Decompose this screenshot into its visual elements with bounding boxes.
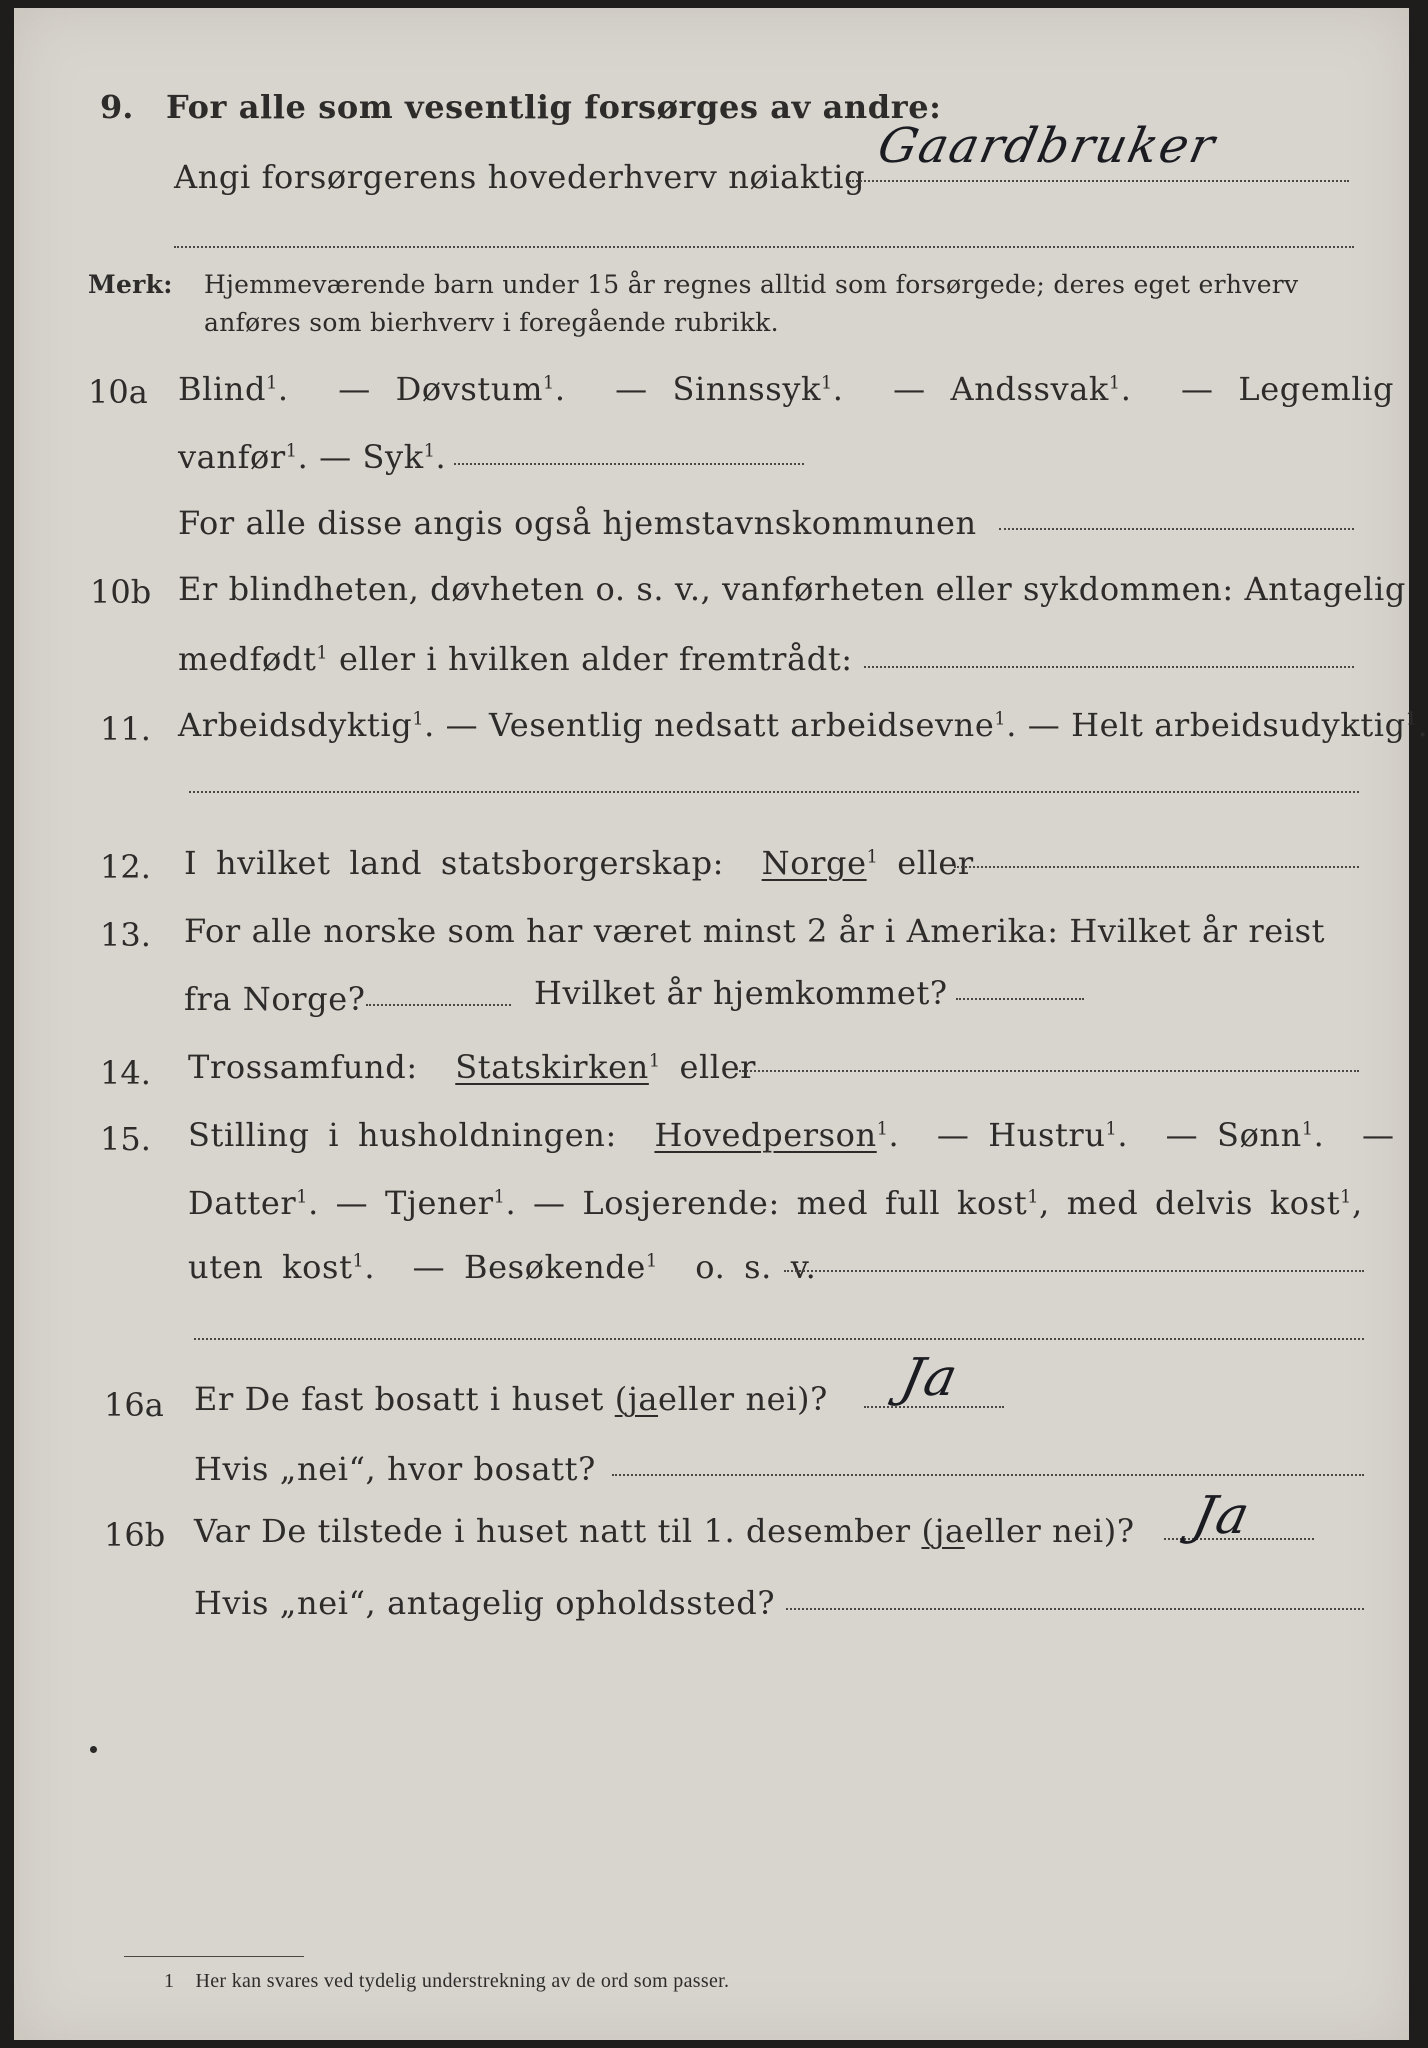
q13-line1: For alle norske som har været minst 2 år i Amerika: Hvilket år reist	[184, 912, 1326, 950]
q12-number: 12.	[100, 848, 151, 886]
q12-line: I hvilket land statsborgerskap: Norge$^1$ eller	[184, 844, 974, 882]
footnote-mark: 1	[164, 1970, 175, 1992]
q16b-number: 16b	[104, 1516, 166, 1554]
option-vanfor: vanfør	[178, 438, 286, 476]
q13-number: 13.	[100, 916, 151, 954]
q16a-eller-nei: eller nei)?	[658, 1380, 828, 1418]
q14-line: Trossamfund: Statskirken$^1$ eller	[188, 1048, 757, 1086]
q9-line1: For alle som vesentlig forsørges av andre:	[166, 88, 942, 126]
q15-answer-line-2	[194, 1338, 1364, 1340]
q12-text: I hvilket land statsborgerskap:	[184, 844, 725, 882]
option-sinnssyk: — Sinnssyk	[615, 370, 821, 408]
q10b-line2: medfødt$^1$ eller i hvilken alder fremtrådt:	[178, 640, 853, 678]
q11-number: 11.	[100, 710, 151, 748]
q14-eller: eller	[679, 1048, 757, 1086]
footnote-text: Her kan svares ved tydelig understrekning av de ord som passer.	[195, 1970, 730, 1992]
option-hovedperson-underlined: Hovedperson	[654, 1116, 877, 1154]
q16a-number: 16a	[104, 1386, 164, 1424]
option-blind: Blind	[178, 370, 267, 408]
footnote	[164, 1970, 729, 1993]
option-besokende: — Besøkende	[412, 1248, 646, 1286]
q11-line: Arbeidsdyktig$^1$. — Vesentlig nedsatt arbeidsevne$^1$. — Helt arbeidsudyktig$^1$.	[178, 706, 1428, 744]
q10a-hjemstavn-line	[999, 528, 1354, 530]
q16a-bosatt-line	[612, 1474, 1364, 1476]
q15-osv: o. s. v.	[695, 1248, 817, 1286]
q16a-line1	[194, 1380, 828, 1418]
footnote-rule	[124, 1956, 304, 1957]
option-syk: — Syk	[319, 438, 424, 476]
q14-text: Trossamfund:	[188, 1048, 418, 1086]
option-arbeidsdyktig: Arbeidsdyktig	[178, 706, 413, 744]
q10b-alder-text: eller i hvilken alder fremtrådt:	[339, 640, 853, 678]
q9-number: 9.	[100, 88, 134, 126]
q13-hjemkommet-label: Hvilket år hjemkommet?	[534, 974, 948, 1012]
q9-line2: Angi forsørgerens hovederhverv nøiaktig	[174, 158, 866, 196]
option-hustru: — Hustru	[936, 1116, 1106, 1154]
option-delvis-kost: , med delvis kost	[1039, 1184, 1341, 1222]
option-statskirken-underlined: Statskirken	[455, 1048, 649, 1086]
option-medfodt: medfødt	[178, 640, 317, 678]
q10b-line1: Er blindheten, døvheten o. s. v., vanførheten eller sykdommen: Antagelig	[178, 570, 1406, 608]
q16b-line1	[194, 1512, 1135, 1550]
q15-line1: Stilling i husholdningen: Hovedperson$^1$. — Hustru$^1$. — Sønn$^1$. —	[188, 1116, 1395, 1154]
q10a-line2: vanfør$^1$. — Syk$^1$.	[178, 438, 447, 476]
option-arbeidsudyktig: . — Helt arbeidsudyktig	[1006, 706, 1406, 744]
q15-comma: ,	[1351, 1184, 1363, 1222]
merk-line1: Hjemmeværende barn under 15 år regnes alltid som forsørgede; deres eget erhverv	[204, 270, 1299, 299]
q16a-text: Er De fast bosatt i huset	[194, 1380, 604, 1418]
q9-answer-line	[849, 180, 1349, 182]
option-andssvak: — Andssvak	[893, 370, 1109, 408]
q15-line2: Datter$^1$. — Tjener$^1$. — Losjerende: med full kost$^1$, med delvis kost$^1$,	[188, 1184, 1363, 1222]
q16a-line2: Hvis „nei“, hvor bosatt?	[194, 1450, 596, 1488]
option-tjener: — Tjener	[335, 1184, 494, 1222]
option-full-kost: — Losjerende: med full kost	[533, 1184, 1028, 1222]
q10a-answer-line	[454, 463, 804, 465]
q10a-line1: Blind$^1$. — Døvstum$^1$. — Sinnssyk$^1$. — Andssvak$^1$. — Legemlig	[178, 370, 1395, 408]
option-dovstum: — Døvstum	[338, 370, 544, 408]
q10a-number: 10a	[88, 373, 148, 411]
q16a-handwritten-answer: Ja	[895, 1348, 965, 1408]
census-form-page	[14, 8, 1428, 2040]
q15-label: Stilling i husholdningen:	[188, 1116, 617, 1154]
option-nedsatt-arbeidsevne: . — Vesentlig nedsatt arbeidsevne	[424, 706, 995, 744]
q11-period: .	[1417, 706, 1428, 744]
option-legemlig: — Legemlig	[1181, 370, 1395, 408]
q11-answer-line	[189, 791, 1359, 793]
q14-number: 14.	[100, 1054, 151, 1092]
q12-eller: eller	[897, 844, 974, 882]
q15-dash: —	[1361, 1116, 1395, 1154]
q16b-opholdssted-line	[786, 1608, 1364, 1610]
q15-answer-line	[784, 1270, 1364, 1272]
q14-answer-line	[739, 1070, 1359, 1072]
q13-reist-label: fra Norge?	[184, 980, 366, 1018]
option-datter: Datter	[188, 1184, 297, 1222]
q12-answer-line	[954, 866, 1359, 868]
q16b-line2: Hvis „nei“, antagelig opholdssted?	[194, 1584, 776, 1622]
option-ja-underlined: (ja	[921, 1512, 965, 1550]
option-uten-kost: uten kost	[188, 1248, 353, 1286]
q13-reist-line	[366, 1004, 511, 1006]
q9-answer-line-2	[174, 246, 1354, 248]
q16b-eller-nei: eller nei)?	[964, 1512, 1135, 1550]
ink-dot	[90, 1746, 97, 1753]
q16b-handwritten-answer: Ja	[1187, 1486, 1257, 1546]
option-norge-underlined: Norge	[761, 844, 867, 882]
q10a-line3: For alle disse angis også hjemstavnskommunen	[178, 504, 977, 542]
merk-line2: anføres som bierhverv i foregående rubrikk.	[204, 308, 779, 337]
q9-handwritten-answer: Gaardbruker	[873, 118, 1222, 174]
option-ja-underlined: (ja	[614, 1380, 659, 1418]
merk-label: Merk:	[88, 270, 173, 299]
q15-line3: uten kost$^1$. — Besøkende$^1$ o. s. v.	[188, 1248, 817, 1286]
q10b-number: 10b	[90, 573, 152, 611]
q15-number: 15.	[100, 1120, 151, 1158]
q13-hjemkommet-line	[956, 998, 1084, 1000]
q10b-answer-line	[864, 666, 1354, 668]
option-sonn: — Sønn	[1165, 1116, 1302, 1154]
q16b-text: Var De tilstede i huset natt til 1. desember	[194, 1512, 911, 1550]
